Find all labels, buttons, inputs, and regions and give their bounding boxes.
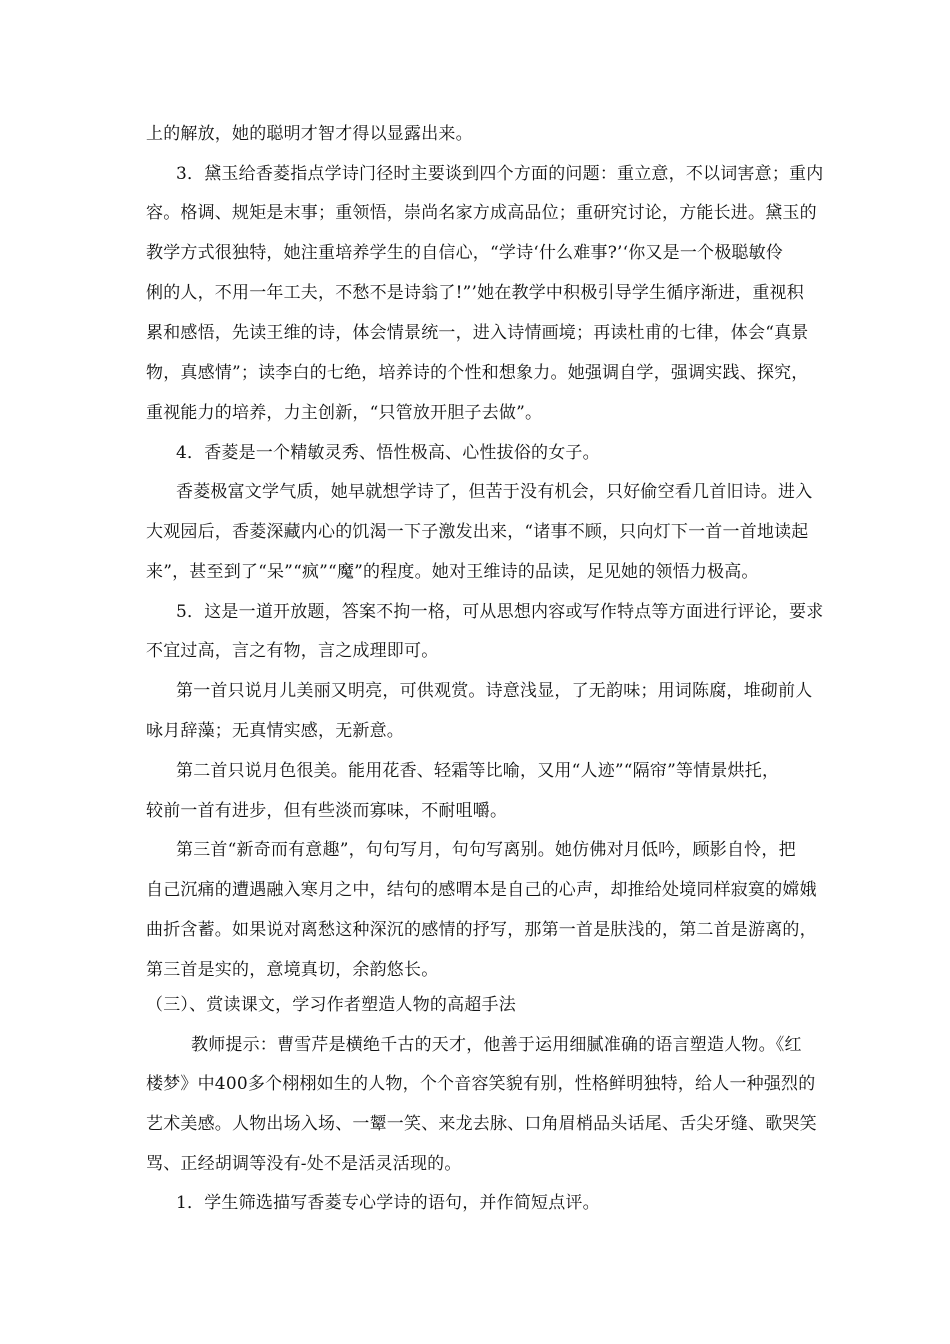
text-line: 重视能力的培养，力主创新，“只管放开胆子去做”。 — [146, 403, 543, 423]
text-line: 1．学生筛选描写香菱专心学诗的语句，并作简短点评。 — [176, 1193, 600, 1213]
text-line: 累和感悟，先读王维的诗，体会情景统一，进入诗情画境；再读杜甫的七律，体会“真景 — [146, 323, 809, 343]
text-line: 第一首只说月儿美丽又明亮，可供观赏。诗意浅显，了无韵味；用词陈腐，堆砌前人 — [176, 681, 813, 701]
text-line: 自己沉痛的遭遇融入寒月之中，结句的感喟本是自己的心声，却推给处境同样寂寞的嫦娥 — [146, 880, 817, 900]
text-line: 容。格调、规矩是末事；重领悟，崇尚名家方成高品位；重研究讨论，方能长进。黛玉的 — [146, 203, 817, 223]
text-line: 不宜过高，言之有物，言之成理即可。 — [146, 641, 439, 661]
text-line: 曲折含蓄。如果说对离愁这种深沉的感情的抒写，那第一首是肤浅的，第二首是游离的， — [146, 920, 817, 940]
text-line: 4．香菱是一个精敏灵秀、悟性极高、心性拔俗的女子。 — [176, 443, 600, 463]
text-line: 5．这是一道开放题，答案不拘一格，可从思想内容或写作特点等方面进行评论，要求 — [176, 602, 824, 622]
text-line: 咏月辞藻；无真情实感，无新意。 — [146, 721, 404, 741]
section-heading: （三）、赏读课文，学习作者塑造人物的高超手法 — [146, 995, 516, 1015]
text-line: 教师提示：曹雪芹是横绝千古的天才，他善于运用细腻准确的语言塑造人物。《红 — [191, 1035, 802, 1055]
text-line: 第二首只说月色很美。能用花香、轻霜等比喻，又用“人迹”“隔帘”等情景烘托， — [176, 761, 780, 781]
text-line: 骂、正经胡调等没有-处不是活灵活现的。 — [146, 1154, 462, 1174]
text-line: 第三首是实的，意境真切，余韵悠长。 — [146, 960, 439, 980]
text-line: 香菱极富文学气质，她早就想学诗了，但苦于没有机会，只好偷空看几首旧诗。进入 — [176, 482, 813, 502]
text-line: 较前一首有进步，但有些淡而寡味，不耐咀嚼。 — [146, 801, 508, 821]
text-line: 第三首“新奇而有意趣”，句句写月，句句写离别。她仿佛对月低吟，顾影自怜，把 — [176, 840, 796, 860]
text-line: 教学方式很独特，她注重培养学生的自信心，“学诗‘什么难事?’‘你又是一个极聪敏伶 — [146, 243, 784, 263]
text-line: 来”，甚至到了“呆”“疯”“魔”的程度。她对王维诗的品读，足见她的领悟力极高。 — [146, 562, 759, 582]
text-line: 俐的人，不用一年工夫，不愁不是诗翁了!”’她在教学中积极引导学生循序渐进，重视积 — [146, 283, 804, 303]
text-line: 上的解放，她的聪明才智才得以显露出来。 — [146, 124, 473, 144]
text-line: 艺术美感。人物出场入场、一颦一笑、来龙去脉、口角眉梢品头话尾、舌尖牙缝、歌哭笑 — [146, 1114, 817, 1134]
text-line: 大观园后，香菱深藏内心的饥渴一下子激发出来，“诸事不顾，只向灯下一首一首地读起 — [146, 522, 809, 542]
text-line: 物，真感情”；读李白的七绝，培养诗的个性和想象力。她强调自学，强调实践、探究， — [146, 363, 809, 383]
text-line: 3．黛玉给香菱指点学诗门径时主要谈到四个方面的问题：重立意，不以词害意；重内 — [176, 164, 824, 184]
text-line: 楼梦》中400多个栩栩如生的人物，个个音容笑貌有别，性格鲜明独特，给人一种强烈的 — [146, 1074, 816, 1094]
